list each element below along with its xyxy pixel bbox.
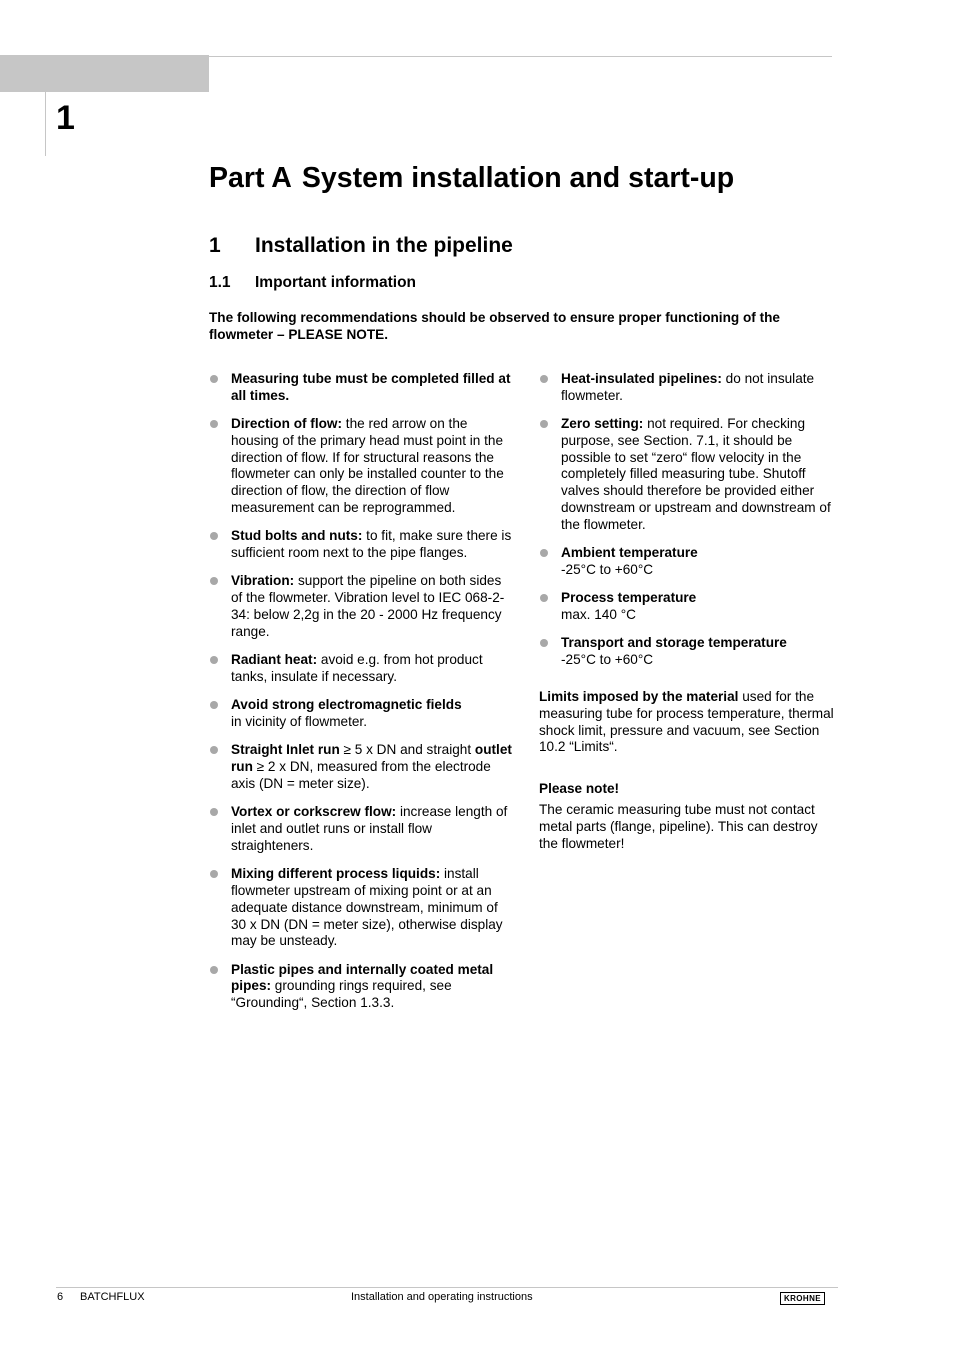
bullet-icon — [540, 639, 548, 647]
item-text: increase length of inlet and outlet runs or install flow straighteners. — [231, 804, 508, 853]
item-label: Direction of flow: — [231, 416, 343, 432]
limits-text: used for the measuring tube for process temperature, thermal shock limit, pressure and vacuum, see Section 10.2 “Limits“. — [539, 688, 834, 755]
item-label: Radiant heat: — [231, 652, 318, 668]
item-text: ≥ 5 x DN and straight — [339, 742, 475, 758]
bullet-icon — [210, 966, 218, 974]
chapter-rule — [45, 92, 46, 156]
item-text-2: ≥ 2 x DN, measured from the electrode axis (DN = meter size). — [231, 759, 491, 791]
item-text: max. 140 °C — [561, 607, 636, 623]
section-number: 1 — [209, 234, 221, 257]
chapter-number: 1 — [56, 99, 75, 137]
list-item — [539, 545, 839, 579]
list-item — [209, 573, 514, 640]
header-tab — [0, 55, 209, 92]
item-label: Vibration: — [231, 573, 295, 589]
item-text: the red arrow on the housing of the primary head must point in the direction of flow. If for structural reasons the flowmeter can only be installed counter to the direction of flow, the direction of flow measurement can be reprogrammed. — [231, 416, 504, 516]
footer-product: BATCHFLUX — [80, 1291, 145, 1303]
item-text: do not insulate flowmeter. — [561, 371, 815, 403]
krohne-logo: KROHNE — [780, 1292, 825, 1305]
item-label: Mixing different process liquids: — [231, 866, 441, 882]
limits-label: Limits imposed by the material — [539, 688, 739, 704]
bullet-icon — [210, 870, 218, 878]
item-text: install flowmeter upstream of mixing point or at an adequate distance downstream, minimum of 30 x DN (DN = meter size), otherwise display may be unsteady. — [231, 866, 503, 949]
item-text: avoid e.g. from hot product tanks, insulate if necessary. — [231, 652, 483, 684]
list-item — [209, 742, 514, 792]
subsection-heading — [209, 273, 416, 293]
section-title: Installation in the pipeline — [255, 234, 513, 257]
limits-paragraph — [539, 689, 839, 756]
item-label: Heat-insulated pipelines: — [561, 371, 722, 386]
intro-paragraph: The following recommendations should be observed to ensure proper functioning of the flowmeter – PLEASE NOTE. — [209, 310, 780, 342]
item-label: Avoid strong electromagnetic fields — [231, 697, 462, 713]
item-text: in vicinity of flowmeter. — [231, 714, 367, 730]
bullet-icon — [210, 656, 218, 664]
note-text: The ceramic measuring tube must not contact metal parts (flange, pipeline). This can destroy the flowmeter! — [539, 801, 818, 851]
item-text: -25°C to +60°C — [561, 652, 654, 668]
bullet-icon — [540, 420, 548, 428]
bullet-icon — [210, 577, 218, 585]
right-column — [539, 371, 839, 852]
bullet-icon — [210, 532, 218, 540]
list-item — [539, 590, 839, 624]
item-label: Stud bolts and nuts: — [231, 528, 363, 544]
note-title: Please note! — [539, 781, 620, 797]
header-rule — [209, 56, 832, 57]
item-label: Vortex or corkscrew flow: — [231, 804, 397, 820]
item-label: Zero setting: — [561, 416, 644, 432]
part-title-text: System installation and start-up — [301, 162, 735, 194]
item-label-2: outlet run — [231, 742, 512, 775]
bullet-icon — [540, 375, 548, 383]
bullet-icon — [210, 808, 218, 816]
item-label: Plastic pipes and internally coated metal pipes: — [231, 961, 494, 994]
list-item — [209, 962, 514, 1012]
part-title — [209, 160, 734, 196]
list-item — [209, 866, 514, 950]
item-text: grounding rings required, see “Grounding“, Section 1.3.3. — [231, 978, 452, 1011]
subsection-number: 1.1 — [209, 274, 231, 291]
list-item — [209, 371, 514, 405]
right-bullet-list — [539, 371, 839, 669]
subsection-title: Important information — [255, 274, 417, 291]
list-item — [539, 416, 839, 534]
bullet-icon — [210, 701, 218, 709]
section-heading — [209, 232, 513, 260]
bullet-icon — [210, 420, 218, 428]
page-number: 6 — [57, 1291, 64, 1303]
bullet-icon — [210, 746, 218, 754]
item-label: Ambient temperature — [561, 545, 698, 561]
part-label: Part A — [209, 162, 292, 194]
left-bullet-list — [209, 371, 514, 1012]
bullet-icon — [210, 375, 218, 383]
item-text: not required. For checking purpose, see Section. 7.1, it should be possible to set “zero“ flow velocity in the completely filled measuring tube. Shutoff valves should therefore be provided either downstream or upstream and downstream of the flowmeter. — [561, 416, 831, 532]
bullet-icon — [540, 549, 548, 557]
list-item — [209, 528, 514, 562]
item-text: support the pipeline on both sides of the flowmeter. Vibration level to IEC 068-2-34: below 2,2g in the 20 - 2000 Hz frequency range. — [231, 573, 505, 639]
item-text: -25°C to +60°C — [561, 561, 654, 577]
footer-center: Installation and operating instructions — [351, 1291, 533, 1303]
footer-rule — [56, 1287, 838, 1288]
item-label: Straight Inlet run — [231, 742, 340, 758]
left-column — [209, 371, 514, 1024]
item-label: Measuring tube must be completed filled at all times. — [231, 371, 511, 403]
list-item — [209, 652, 514, 686]
item-label: Transport and storage temperature — [561, 635, 787, 651]
list-item — [209, 697, 514, 731]
list-item — [209, 416, 514, 517]
list-item — [209, 804, 514, 854]
item-label: Process temperature — [561, 590, 697, 606]
item-text: to fit, make sure there is sufficient room next to the pipe flanges. — [231, 528, 512, 561]
bullet-icon — [540, 594, 548, 602]
list-item — [539, 371, 839, 405]
list-item — [539, 635, 839, 669]
